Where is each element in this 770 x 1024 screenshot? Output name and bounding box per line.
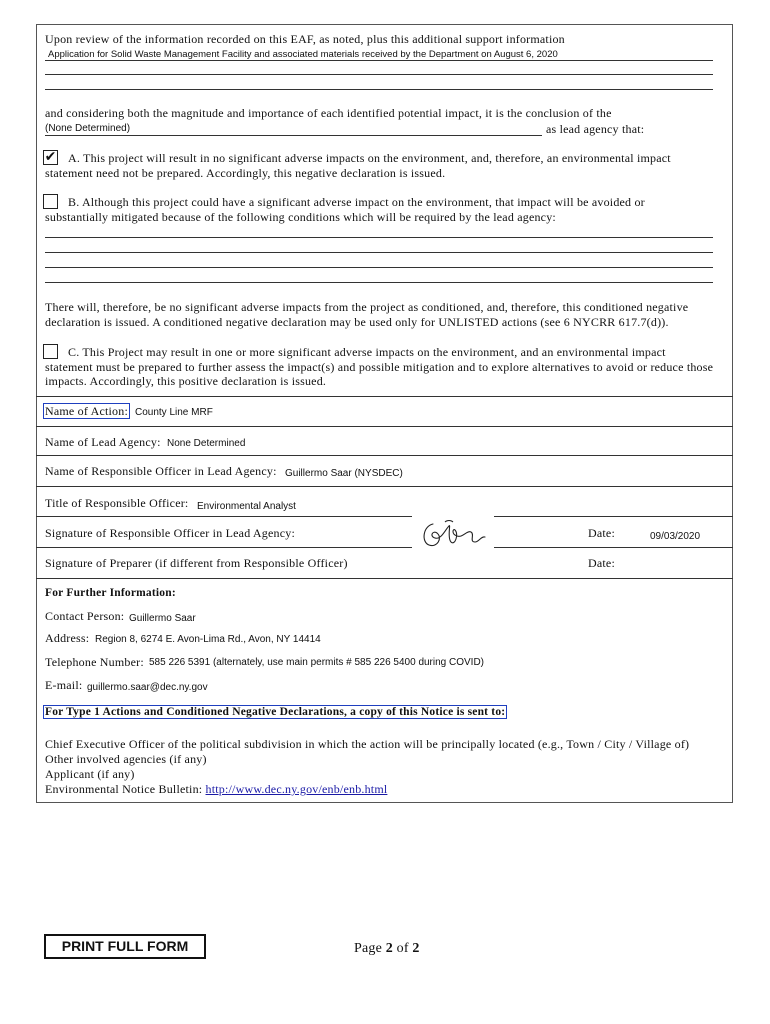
responsible-officer-label: Name of Responsible Officer in Lead Agency: (45, 464, 277, 478)
row-divider (36, 547, 412, 548)
page-number: Page 2 of 2 (354, 941, 420, 956)
name-of-action-label: Name of Action: (45, 404, 128, 418)
officer-title-label: Title of Responsible Officer: (45, 496, 189, 510)
bulletin-link[interactable]: http://www.dec.ny.gov/enb/enb.html (205, 782, 388, 796)
email-label: E-mail: (45, 678, 83, 692)
option-c-text-3: impacts. Accordingly, this positive declaration is issued. (45, 374, 327, 388)
address-field[interactable]: Region 8, 6274 E. Avon-Lima Rd., Avon, NY 14414 (95, 634, 321, 645)
bulletin-row (45, 782, 387, 797)
conditioned-text-1: There will, therefore, be no significant adverse impacts from the project as conditioned, and, therefore, this conditioned negative (45, 300, 689, 314)
signature-label: Signature of Responsible Officer in Lead Agency: (45, 526, 295, 540)
lead-agency-field[interactable]: None Determined (167, 438, 246, 449)
conditions-line-1[interactable] (45, 237, 713, 238)
support-info-line (45, 60, 713, 61)
contact-person-field[interactable]: Guillermo Saar (129, 613, 196, 624)
support-info-field[interactable]: Application for Solid Waste Management Facility and associated materials received by the Department on August 6, 2020 (48, 49, 558, 60)
row-divider (36, 486, 733, 487)
conditions-line-4[interactable] (45, 282, 713, 283)
print-full-form-button[interactable]: PRINT FULL FORM (44, 934, 206, 959)
row-divider (494, 516, 733, 517)
review-intro: Upon review of the information recorded on this EAF, as noted, plus this additional support information (45, 32, 565, 46)
row-divider (36, 455, 733, 456)
row-divider (36, 516, 412, 517)
lead-agency-label: Name of Lead Agency: (45, 435, 161, 449)
date-field[interactable]: 09/03/2020 (650, 531, 701, 542)
option-a-text-1: A. This project will result in no significant adverse impacts on the environment, and, therefore, an environmental impact (68, 151, 671, 165)
lead-agency-conclusion-line (45, 135, 542, 136)
conditions-line-2[interactable] (45, 252, 713, 253)
bulletin-label: Environmental Notice Bulletin: (45, 782, 203, 796)
contact-person-label: Contact Person: (45, 609, 125, 623)
option-c-checkbox[interactable] (43, 344, 58, 359)
option-c-text-1: C. This Project may result in one or more significant adverse impacts on the environment, and an environmental impact (68, 345, 666, 359)
notice-line-3: Applicant (if any) (45, 767, 135, 781)
checkmark-icon: ✔ (44, 149, 57, 165)
row-divider (36, 578, 733, 579)
name-of-action-field[interactable]: County Line MRF (135, 407, 213, 418)
option-c-text-2: statement must be prepared to further assess the impact(s) and possible mitigation and to explore alternatives to avoid or reduce those (45, 360, 714, 374)
row-divider (494, 547, 733, 548)
responsible-officer-field[interactable]: Guillermo Saar (NYSDEC) (285, 468, 403, 479)
notice-line-1: Chief Executive Officer of the political subdivision in which the action will be principally located (e.g., Town / City / Village of) (45, 737, 690, 751)
signature-image[interactable] (415, 512, 490, 554)
option-b-text-1: B. Although this project could have a significant adverse impact on the environment, that impact will be avoided or (68, 195, 645, 209)
option-b-text-2: substantially mitigated because of the following conditions which will be required by the lead agency: (45, 210, 556, 224)
preparer-date-label: Date: (588, 556, 615, 570)
considering-text: and considering both the magnitude and importance of each identified potential impact, it is the conclusion of the (45, 106, 612, 120)
email-field[interactable]: guillermo.saar@dec.ny.gov (87, 682, 208, 693)
telephone-field[interactable]: 585 226 5391 (alternately, use main permits # 585 226 5400 during COVID) (149, 657, 485, 668)
officer-title-field[interactable]: Environmental Analyst (197, 501, 296, 512)
preparer-label: Signature of Preparer (if different from Responsible Officer) (45, 556, 348, 570)
support-info-line-2 (45, 74, 713, 75)
notice-line-2: Other involved agencies (if any) (45, 752, 207, 766)
date-label: Date: (588, 526, 615, 540)
conditioned-text-2: declaration is issued. A conditioned negative declaration may be used only for UNLISTED actions (see 6 NYCRR 617.7(d)). (45, 315, 669, 329)
option-a-text-2: statement need not be prepared. Accordingly, this negative declaration is issued. (45, 166, 446, 180)
lead-agency-conclusion-field[interactable]: (None Determined) (45, 123, 131, 134)
row-divider (36, 426, 733, 427)
telephone-label: Telephone Number: (45, 655, 144, 669)
conditions-line-3[interactable] (45, 267, 713, 268)
row-divider (36, 396, 733, 397)
further-info-heading: For Further Information: (45, 587, 176, 599)
notice-heading: For Type 1 Actions and Conditioned Negative Declarations, a copy of this Notice is sent to: (45, 706, 506, 718)
support-info-line-3 (45, 89, 713, 90)
address-label: Address: (45, 631, 90, 645)
option-b-checkbox[interactable] (43, 194, 58, 209)
option-a-checkbox[interactable] (43, 150, 58, 165)
lead-agency-suffix: as lead agency that: (546, 122, 645, 136)
